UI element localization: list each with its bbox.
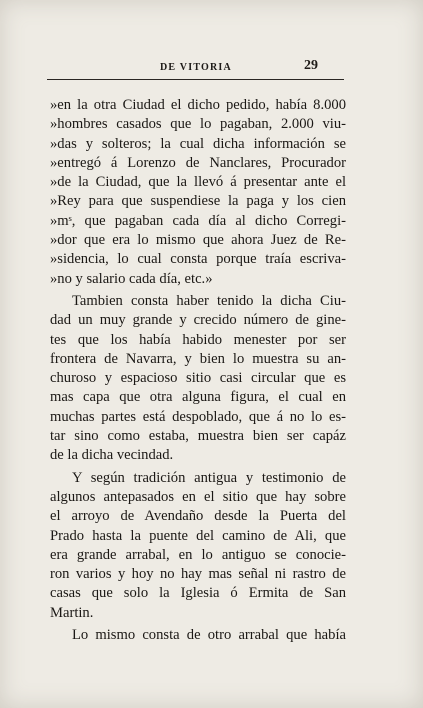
text-line: ron varios y hoy no hay mas señal ni rastro de xyxy=(50,566,346,583)
text-line: »hombres casados que lo pagaban, 2.000 viu- xyxy=(50,116,346,133)
text-line: churoso y espacioso sitio casi circular que es xyxy=(50,370,346,387)
text-line: tes que los había habido menester por ser xyxy=(50,331,346,348)
text-line: tar sino como estaba, muestra bien ser capáz xyxy=(50,428,346,445)
paragraph xyxy=(50,96,346,289)
text-line: Martin. xyxy=(50,604,94,621)
text-line: mas capa que otra alguna figura, el cual en xyxy=(50,389,346,406)
text-line: »sidencia, lo cual consta porque traía escriva- xyxy=(50,251,346,268)
text-line: el arroyo de Avendaño desde la Puerta del xyxy=(50,508,346,525)
paragraph xyxy=(50,469,346,623)
paragraph xyxy=(50,626,346,645)
text-line: »dor que era lo mismo que ahora Juez de Re- xyxy=(50,232,346,249)
running-head: DE VITORIA xyxy=(160,62,232,73)
header-rule xyxy=(47,79,344,80)
text-line: »Rey para que suspendiese la paga y los cien xyxy=(50,193,346,210)
text-line: »entregó á Lorenzo de Nanclares, Procurador xyxy=(50,154,346,171)
text-line: »de la Ciudad, que la llevó á presentar ante el xyxy=(50,174,346,191)
page-number: 29 xyxy=(304,58,318,73)
text-line: era grande arrabal, en lo antiguo se conocie- xyxy=(50,546,346,563)
text-line: algunos antepasados en el sitio que hay sobre xyxy=(50,488,346,505)
text-line: de la dicha vecindad. xyxy=(50,447,174,464)
text-line: muchas partes está despoblado, que á no lo es- xyxy=(50,408,346,425)
text-line: casas que solo la Iglesia ó Ermita de San xyxy=(50,585,346,602)
text-line: Tambien consta haber tenido la dicha Ciu- xyxy=(72,292,346,309)
page-header xyxy=(160,58,340,76)
text-line: Lo mismo consta de otro arrabal que había xyxy=(72,627,346,644)
text-line: frontera de Navarra, y bien lo muestra su an- xyxy=(50,350,346,367)
body-text xyxy=(50,96,346,645)
text-line: »mˢ, que pagaban cada día al dicho Corregi- xyxy=(50,212,346,229)
text-line: »en la otra Ciudad el dicho pedido, había 8.000 xyxy=(50,97,346,113)
text-line: Prado hasta la puente del camino de Ali, que xyxy=(50,527,346,544)
text-line: »das y solteros; la cual dicha información se xyxy=(50,135,346,152)
text-line: »no y salario cada día, etc.» xyxy=(50,270,213,287)
paragraph xyxy=(50,292,346,466)
text-line: Y según tradición antigua y testimonio de xyxy=(72,469,346,486)
text-line: dad un muy grande y crecido número de gine- xyxy=(50,312,346,329)
